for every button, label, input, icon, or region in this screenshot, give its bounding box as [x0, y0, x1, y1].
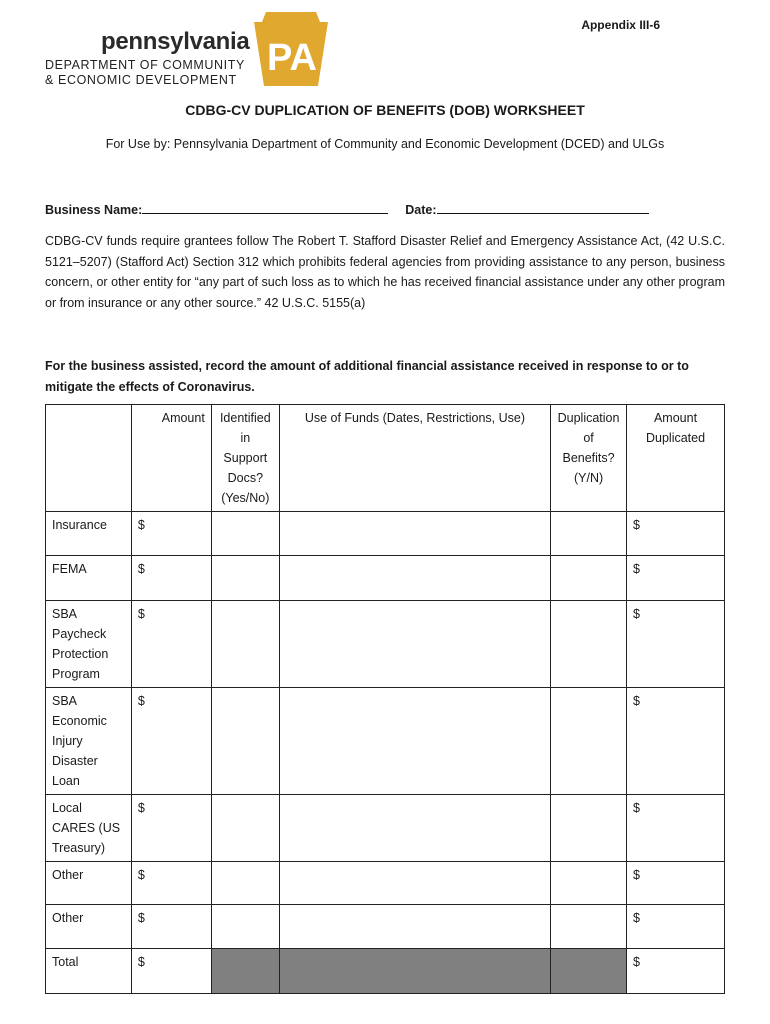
form-fields	[45, 201, 649, 217]
header-blank	[46, 405, 132, 512]
business-name-label: Business Name:	[45, 203, 143, 217]
logo-dept-line2: & ECONOMIC DEVELOPMENT	[45, 73, 237, 87]
row-label: Other	[46, 905, 132, 949]
header-use-of-funds: Use of Funds (Dates, Restrictions, Use)	[279, 405, 550, 512]
amount-cell[interactable]: $	[131, 795, 211, 862]
row-label: Total	[46, 949, 132, 994]
amount-cell[interactable]: $	[131, 601, 211, 688]
amount-cell[interactable]: $	[131, 905, 211, 949]
use-of-funds-cell[interactable]	[279, 688, 550, 795]
amount-duplicated-cell[interactable]: $	[627, 905, 725, 949]
page-subtitle: For Use by: Pennsylvania Department of Community and Economic Development (DCED) and ULGs	[105, 137, 665, 151]
row-label: Local CARES (US Treasury)	[46, 795, 132, 862]
identified-cell[interactable]	[211, 905, 279, 949]
business-name-field[interactable]	[142, 201, 388, 214]
date-label: Date:	[405, 203, 437, 217]
amount-duplicated-cell[interactable]: $	[627, 512, 725, 556]
amount-duplicated-cell[interactable]: $	[627, 862, 725, 905]
amount-cell[interactable]: $	[131, 862, 211, 905]
header-amount-duplicated: Amount Duplicated	[627, 405, 725, 512]
keystone-icon	[252, 10, 330, 88]
identified-cell[interactable]	[211, 688, 279, 795]
use-of-funds-cell[interactable]	[279, 601, 550, 688]
table-row	[46, 905, 725, 949]
identified-cell[interactable]	[211, 862, 279, 905]
header-amount: Amount	[131, 405, 211, 512]
amount-duplicated-cell[interactable]: $	[627, 688, 725, 795]
duplication-cell[interactable]	[551, 512, 627, 556]
identified-cell[interactable]	[211, 512, 279, 556]
table-row	[46, 795, 725, 862]
table-row	[46, 601, 725, 688]
table-row	[46, 862, 725, 905]
row-label: Other	[46, 862, 132, 905]
use-of-funds-cell[interactable]	[279, 795, 550, 862]
date-field[interactable]	[437, 201, 649, 214]
amount-cell[interactable]: $	[131, 688, 211, 795]
identified-cell[interactable]	[211, 601, 279, 688]
pennsylvania-dced-logo	[45, 10, 335, 90]
table-row-total	[46, 949, 725, 994]
amount-cell[interactable]: $	[131, 949, 211, 994]
amount-duplicated-cell[interactable]: $	[627, 949, 725, 994]
table-row	[46, 512, 725, 556]
amount-cell[interactable]: $	[131, 556, 211, 601]
duplication-cell[interactable]	[551, 795, 627, 862]
appendix-label: Appendix III-6	[581, 18, 660, 32]
use-of-funds-cell[interactable]	[279, 862, 550, 905]
table-row	[46, 556, 725, 601]
row-label: Insurance	[46, 512, 132, 556]
row-label: SBA Economic Injury Disaster Loan	[46, 688, 132, 795]
amount-cell[interactable]: $	[131, 512, 211, 556]
stafford-act-paragraph: CDBG-CV funds require grantees follow The Robert T. Stafford Disaster Relief and Emergency Assistance Act, (42 U.S.C. 5121–5207) (Stafford Act) Section 312 which prohibits federal agencies from providing assistance to any person, business concern, or other entity for “any part of such loss as to which he has received financial assistance under any other program or from insurance or any other source.” 42 U.S.C. 5155(a)	[45, 234, 725, 310]
logo-name: pennsylvania	[101, 28, 250, 55]
shaded-cell	[211, 949, 279, 994]
identified-cell[interactable]	[211, 795, 279, 862]
table-row	[46, 688, 725, 795]
duplication-cell[interactable]	[551, 688, 627, 795]
duplication-cell[interactable]	[551, 601, 627, 688]
use-of-funds-cell[interactable]	[279, 556, 550, 601]
duplication-cell[interactable]	[551, 556, 627, 601]
page-title: CDBG-CV DUPLICATION OF BENEFITS (DOB) WORKSHEET	[185, 102, 585, 118]
amount-duplicated-cell[interactable]: $	[627, 556, 725, 601]
row-label: SBA Paycheck Protection Program	[46, 601, 132, 688]
logo-badge-text: PA	[267, 37, 317, 79]
logo-dept-line1: DEPARTMENT OF COMMUNITY	[45, 58, 245, 72]
duplication-cell[interactable]	[551, 862, 627, 905]
header-duplication: Duplication of Benefits? (Y/N)	[551, 405, 627, 512]
duplication-cell[interactable]	[551, 905, 627, 949]
dob-worksheet-table	[45, 404, 725, 994]
use-of-funds-cell[interactable]	[279, 512, 550, 556]
shaded-cell	[551, 949, 627, 994]
row-label: FEMA	[46, 556, 132, 601]
use-of-funds-cell[interactable]	[279, 905, 550, 949]
shaded-cell	[279, 949, 550, 994]
instruction-text: For the business assisted, record the amount of additional financial assistance received in response to or to mitigate the effects of Coronavirus.	[45, 359, 689, 394]
header-identified: Identified in Support Docs? (Yes/No)	[211, 405, 279, 512]
amount-duplicated-cell[interactable]: $	[627, 795, 725, 862]
identified-cell[interactable]	[211, 556, 279, 601]
amount-duplicated-cell[interactable]: $	[627, 601, 725, 688]
